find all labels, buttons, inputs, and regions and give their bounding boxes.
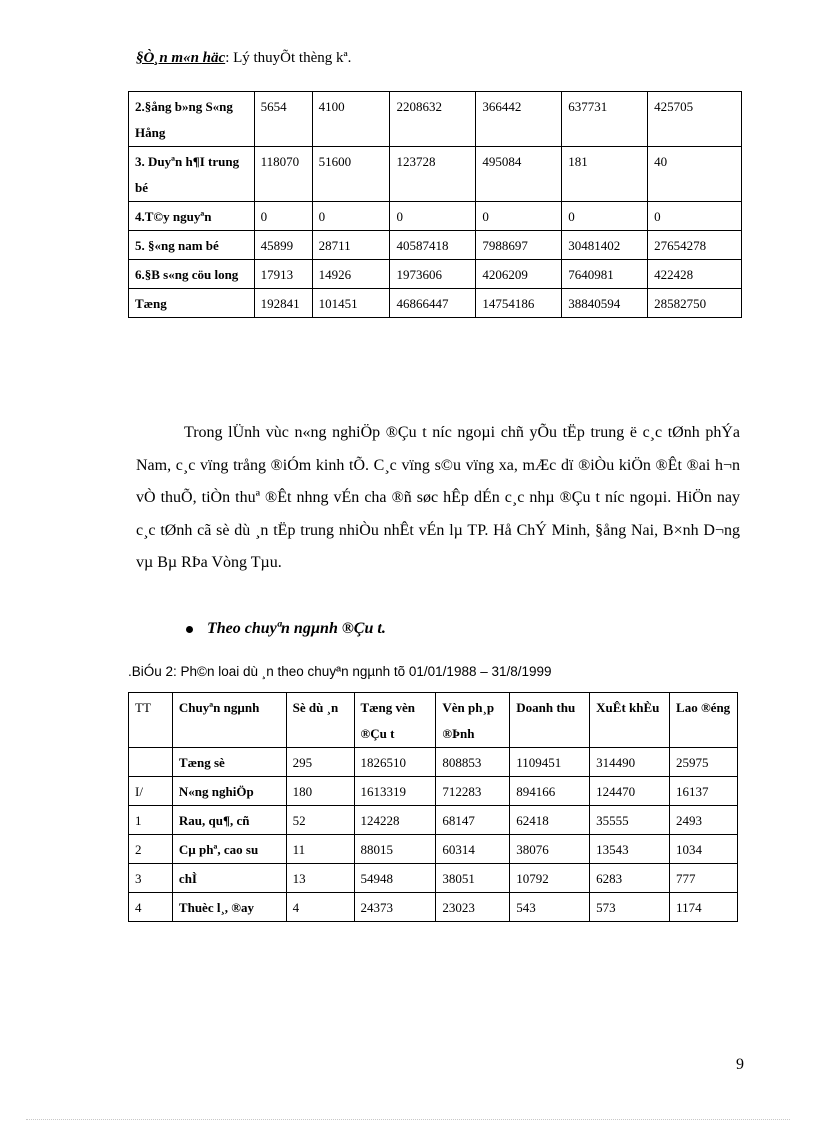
table-cell: 13 xyxy=(286,864,354,893)
row-index: 1 xyxy=(129,806,173,835)
column-header: Sè dù ¸n xyxy=(286,693,354,748)
table-cell: 118070 xyxy=(254,147,312,202)
table-cell: 54948 xyxy=(354,864,436,893)
region-label: 3. Duyªn h¶I trung bé xyxy=(129,147,255,202)
table-cell: 38076 xyxy=(510,835,590,864)
region-label: Tæng xyxy=(129,289,255,318)
table-cell: 35555 xyxy=(590,806,670,835)
table-cell: 14754186 xyxy=(476,289,562,318)
table-row xyxy=(129,748,738,777)
subject-label: §Ò¸n m«n häc xyxy=(136,50,226,66)
table-cell: 52 xyxy=(286,806,354,835)
table-cell: 14926 xyxy=(312,260,390,289)
column-header: Lao ®éng xyxy=(670,693,738,748)
column-header: Vèn ph¸p ®Þnh xyxy=(436,693,510,748)
table-cell: 422428 xyxy=(648,260,742,289)
column-header: Tæng vèn ®Çu t xyxy=(354,693,436,748)
column-header: XuÊt khÈu xyxy=(590,693,670,748)
region-table-body xyxy=(129,92,742,318)
table-row xyxy=(129,893,738,922)
sector-name: Tæng sè xyxy=(172,748,286,777)
table-row xyxy=(129,231,742,260)
table-cell: 1613319 xyxy=(354,777,436,806)
table-cell: 894166 xyxy=(510,777,590,806)
table-cell: 1034 xyxy=(670,835,738,864)
bullet-dot-icon xyxy=(186,626,193,633)
table-cell: 314490 xyxy=(590,748,670,777)
table-cell: 28711 xyxy=(312,231,390,260)
table-cell: 5654 xyxy=(254,92,312,147)
table-cell: 40 xyxy=(648,147,742,202)
table-cell: 1109451 xyxy=(510,748,590,777)
table-cell: 124470 xyxy=(590,777,670,806)
table-cell: 10792 xyxy=(510,864,590,893)
table-cell: 0 xyxy=(648,202,742,231)
table-cell: 46866447 xyxy=(390,289,476,318)
table-cell: 7988697 xyxy=(476,231,562,260)
section-bullet xyxy=(186,620,386,638)
region-label: 2.§ång b»ng S«ng Hång xyxy=(129,92,255,147)
table-cell: 180 xyxy=(286,777,354,806)
table-cell: 13543 xyxy=(590,835,670,864)
row-index: 3 xyxy=(129,864,173,893)
table-cell: 1973606 xyxy=(390,260,476,289)
sector-table-body xyxy=(129,748,738,922)
table-cell: 40587418 xyxy=(390,231,476,260)
table-cell: 637731 xyxy=(562,92,648,147)
table-cell: 2208632 xyxy=(390,92,476,147)
body-paragraph: Trong lÜnh vùc n«ng nghiÖp ®Çu t níc ngoµi chñ yÕu tËp trung ë c¸c tØnh phÝa Nam, c¸c vïng trång ®iÓm kinh tÕ. C¸c vïng s©u vïng xa, mÆc dï ®iÒu kiÖn ®Êt ®ai h¬n vÒ thuÕ, tiÒn thuª ®Êt nhng vÉn cha ®ñ søc hÊp dÉn c¸c nhµ ®Çu t níc ngoµi. HiÖn nay c¸c tØnh cã sè dù ¸n tËp trung nhiÒu nhÊt vÉn lµ TP. Hå ChÝ Minh, §ång Nai, B×nh D¬ng vµ Bµ RÞa Vòng Tµu. xyxy=(136,424,740,571)
table-cell: 1174 xyxy=(670,893,738,922)
table-cell: 0 xyxy=(562,202,648,231)
table-cell: 6283 xyxy=(590,864,670,893)
table-cell: 62418 xyxy=(510,806,590,835)
table-cell: 181 xyxy=(562,147,648,202)
table-caption: .BiÓu 2: Ph©n loai dù ¸n theo chuyªn ngµnh tõ 01/01/1988 – 31/8/1999 xyxy=(128,664,552,679)
table-row xyxy=(129,777,738,806)
table-cell: 7640981 xyxy=(562,260,648,289)
row-index: 2 xyxy=(129,835,173,864)
table-cell: 4 xyxy=(286,893,354,922)
table-cell: 16137 xyxy=(670,777,738,806)
table-cell: 0 xyxy=(312,202,390,231)
table-row xyxy=(129,835,738,864)
table-row xyxy=(129,806,738,835)
table-cell: 124228 xyxy=(354,806,436,835)
table-cell: 27654278 xyxy=(648,231,742,260)
table-row xyxy=(129,864,738,893)
footer-divider xyxy=(26,1119,790,1120)
region-label: 6.§B s«ng cöu long xyxy=(129,260,255,289)
table-cell: 45899 xyxy=(254,231,312,260)
table-cell: 123728 xyxy=(390,147,476,202)
table-row xyxy=(129,147,742,202)
table-cell: 101451 xyxy=(312,289,390,318)
table-cell: 495084 xyxy=(476,147,562,202)
table-cell: 25975 xyxy=(670,748,738,777)
region-label: 4.T©y nguyªn xyxy=(129,202,255,231)
table-cell: 2493 xyxy=(670,806,738,835)
sector-name: chÌ xyxy=(172,864,286,893)
sector-statistics-table xyxy=(128,692,738,922)
table-header-row xyxy=(129,693,738,748)
table-cell: 24373 xyxy=(354,893,436,922)
table-row xyxy=(129,260,742,289)
table-cell: 1826510 xyxy=(354,748,436,777)
table-cell: 17913 xyxy=(254,260,312,289)
table-cell: 4100 xyxy=(312,92,390,147)
table-cell: 425705 xyxy=(648,92,742,147)
table-cell: 808853 xyxy=(436,748,510,777)
sector-table-head xyxy=(129,693,738,748)
region-statistics-table xyxy=(128,91,742,318)
table-cell: 4206209 xyxy=(476,260,562,289)
sector-name: Thuèc l¸, ®ay xyxy=(172,893,286,922)
page-number: 9 xyxy=(736,1056,744,1073)
table-cell: 38051 xyxy=(436,864,510,893)
table-cell: 88015 xyxy=(354,835,436,864)
table-row xyxy=(129,289,742,318)
table-cell: 366442 xyxy=(476,92,562,147)
row-index: 4 xyxy=(129,893,173,922)
document-header xyxy=(136,50,351,67)
table-cell: 0 xyxy=(254,202,312,231)
table-cell: 0 xyxy=(390,202,476,231)
table-cell: 60314 xyxy=(436,835,510,864)
table-cell: 543 xyxy=(510,893,590,922)
table-cell: 28582750 xyxy=(648,289,742,318)
bullet-text: Theo chuyªn ngµnh ®Çu t. xyxy=(207,620,386,637)
table-row xyxy=(129,202,742,231)
subject-title: : Lý thuyÕt thèng kª. xyxy=(225,50,352,66)
table-cell: 573 xyxy=(590,893,670,922)
sector-name: Cµ phª, cao su xyxy=(172,835,286,864)
sector-name: Rau, qu¶, cñ xyxy=(172,806,286,835)
table-cell: 777 xyxy=(670,864,738,893)
table-cell: 51600 xyxy=(312,147,390,202)
table-cell: 192841 xyxy=(254,289,312,318)
region-label: 5. §«ng nam bé xyxy=(129,231,255,260)
table-row xyxy=(129,92,742,147)
row-index xyxy=(129,748,173,777)
table-cell: 11 xyxy=(286,835,354,864)
row-index: I/ xyxy=(129,777,173,806)
table-cell: 30481402 xyxy=(562,231,648,260)
table-cell: 68147 xyxy=(436,806,510,835)
sector-name: N«ng nghiÖp xyxy=(172,777,286,806)
column-header: Doanh thu xyxy=(510,693,590,748)
table-cell: 712283 xyxy=(436,777,510,806)
column-header: Chuyªn ngµnh xyxy=(172,693,286,748)
column-header: TT xyxy=(129,693,173,748)
table-cell: 295 xyxy=(286,748,354,777)
table-cell: 23023 xyxy=(436,893,510,922)
table-cell: 38840594 xyxy=(562,289,648,318)
table-cell: 0 xyxy=(476,202,562,231)
